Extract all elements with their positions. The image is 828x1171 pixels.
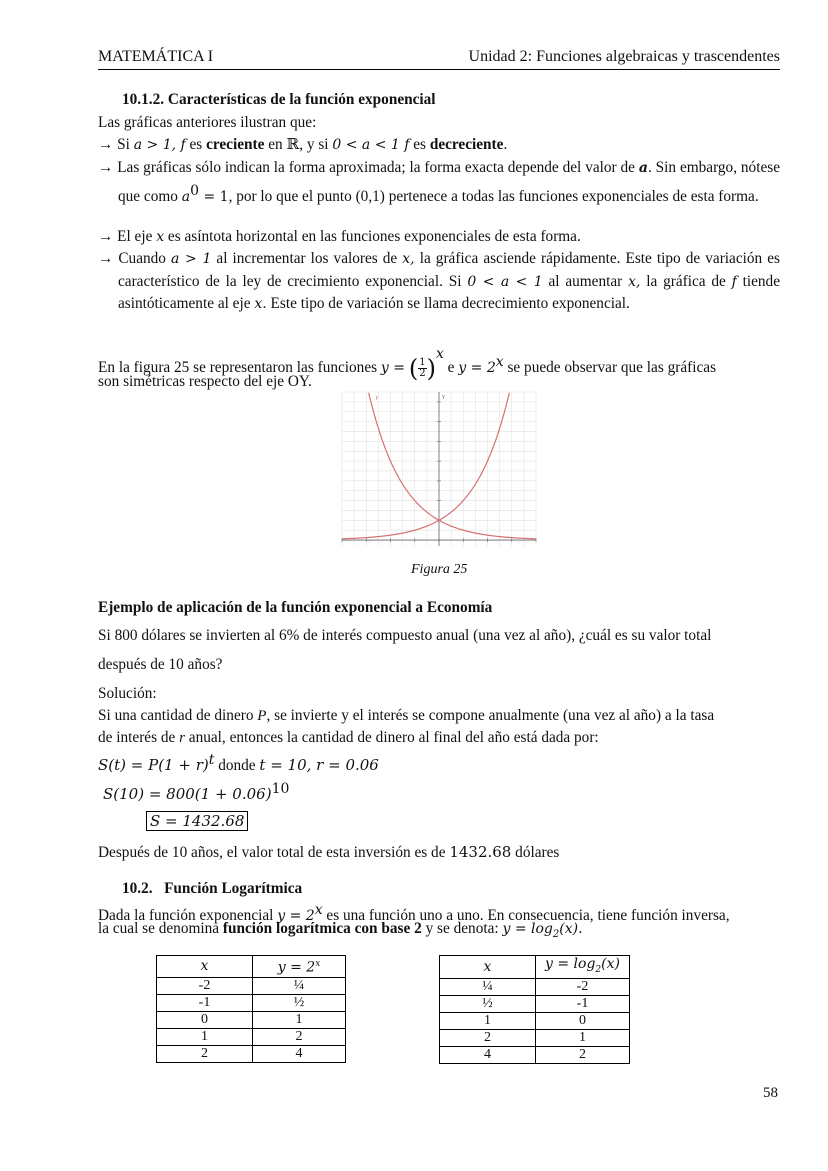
example-question-1: Si 800 dólares se invierten al 6% de interés compuesto anual (una vez al año), ¿cuál es su valor total [98, 627, 712, 644]
table-cell-y: -1 [536, 995, 630, 1012]
formula-1: $S(t) = P(1 + r)^t$ donde t = 10, r = 0.06 [98, 752, 379, 775]
table-exponential [156, 955, 346, 1063]
table-cell-x: 4 [440, 1046, 536, 1063]
section2-title: 10.2. Función Logarítmica [122, 880, 303, 897]
formula-2: $S(10) = 800(1 + 0.06)^{10}$ [103, 781, 290, 804]
solution-label: Solución: [98, 685, 157, 702]
table-row [440, 1029, 630, 1046]
bullet-2: → Las gráficas sólo indican la forma aproximada; la forma exacta depende del valor de a. Sin embargo, nótese que como $a^0 = 1$, por lo que el punto (0,1) pertenece a todas las funciones exponenciales de esta forma. [98, 159, 780, 205]
intro-text: Las gráficas anteriores ilustran que: [98, 114, 317, 131]
header-left: MATEMÁTICA I [98, 48, 214, 65]
table-cell-y: 2 [253, 1028, 346, 1045]
bullet-3: → El eje x es asíntota horizontal en las funciones exponenciales de esta forma. [98, 228, 581, 245]
table-header-y: $y = 2^x$ [253, 956, 346, 978]
table-cell-x: 1 [157, 1028, 253, 1045]
figure-intro: En la figura 25 se representaron las funciones y = ( $\frac{1}{2}$ )$^x$ e $y = 2^x$ se puede observar que las gráficas [98, 346, 717, 383]
section-title: 10.1.2. Características de la función exponencial [122, 91, 436, 108]
table-cell-x: 0 [157, 1011, 253, 1028]
header-right: Unidad 2: Funciones algebraicas y trascendentes [468, 48, 780, 65]
table-header-x: x [157, 956, 253, 978]
series-label: f [375, 396, 378, 402]
series-line-1 [342, 393, 509, 539]
table-logarithmic [439, 955, 630, 1064]
table-cell-x: -1 [157, 994, 253, 1011]
table-row [157, 994, 346, 1011]
table-cell-y: ½ [253, 994, 346, 1011]
table-cell-y: 1 [536, 1029, 630, 1046]
figure-caption: Figura 25 [411, 562, 468, 577]
table-cell-y: ¼ [253, 977, 346, 994]
table-cell-y: 2 [536, 1046, 630, 1063]
table-row [157, 1011, 346, 1028]
table-cell-x: -2 [157, 977, 253, 994]
series-line-0 [369, 393, 536, 539]
table-cell-x: ¼ [440, 978, 536, 995]
example-title: Ejemplo de aplicación de la función exponencial a Economía [98, 599, 493, 616]
table-header-y: $y = \log_2(x)$ [536, 956, 630, 979]
table-cell-x: 2 [157, 1045, 253, 1062]
bullet-1: → Si a > 1, f es creciente en ℝ, y si 0 < a < 1 f es decreciente. [98, 136, 508, 153]
final-statement: Después de 10 años, el valor total de esta inversión es de 1432.68 dólares [98, 843, 560, 861]
table-cell-x: ½ [440, 995, 536, 1012]
table-header-x: x [440, 956, 536, 979]
table-header-row [440, 956, 630, 979]
example-question-2: después de 10 años? [98, 656, 223, 673]
chart-axes [342, 392, 536, 546]
table-cell-y: 0 [536, 1012, 630, 1029]
result-box: S = 1432.68 [146, 810, 248, 834]
figure-intro-2: son simétricas respecto del eje OY. [98, 373, 312, 390]
page-number: 58 [763, 1085, 778, 1101]
table-row [440, 995, 630, 1012]
table-cell-x: 2 [440, 1029, 536, 1046]
table-row [440, 978, 630, 995]
table-header-row [157, 956, 346, 978]
fraction: $\frac{1}{2}$ [419, 356, 426, 379]
solution-line-1: Si una cantidad de dinero P, se invierte y el interés se compone anualmente (una vez al año) a la tasa [98, 707, 715, 724]
table-row [157, 1045, 346, 1062]
chart-ylabel: y [442, 394, 445, 400]
section2-line-1: Dada la función exponencial $y = 2^x$ es una función uno a uno. En consecuencia, tiene función inversa, [98, 902, 730, 925]
table-cell-y: -2 [536, 978, 630, 995]
section2-line-2: la cual se denomina función logarítmica con base 2 y se denota: $y = \log_2(x)$. [98, 920, 583, 941]
table-cell-x: 1 [440, 1012, 536, 1029]
solution-line-2: de interés de r anual, entonces la cantidad de dinero al final del año está dada por: [98, 729, 599, 746]
header-rule [98, 69, 780, 70]
bullet-4: → Cuando a > 1 al incrementar los valores de x, la gráfica asciende rápidamente. Este tipo de variación es característico de la ley de crecimiento exponencial. Si 0 < a < 1 al aumentar x, la gráfica de f tiende asintóticamente al eje x. Este tipo de variación se llama decrecimiento exponencial. [98, 250, 781, 313]
table-cell-y: 1 [253, 1011, 346, 1028]
table-row [157, 977, 346, 994]
table-row [440, 1046, 630, 1063]
table-cell-y: 4 [253, 1045, 346, 1062]
exponential-chart [338, 388, 540, 560]
table-row [157, 1028, 346, 1045]
table-row [440, 1012, 630, 1029]
